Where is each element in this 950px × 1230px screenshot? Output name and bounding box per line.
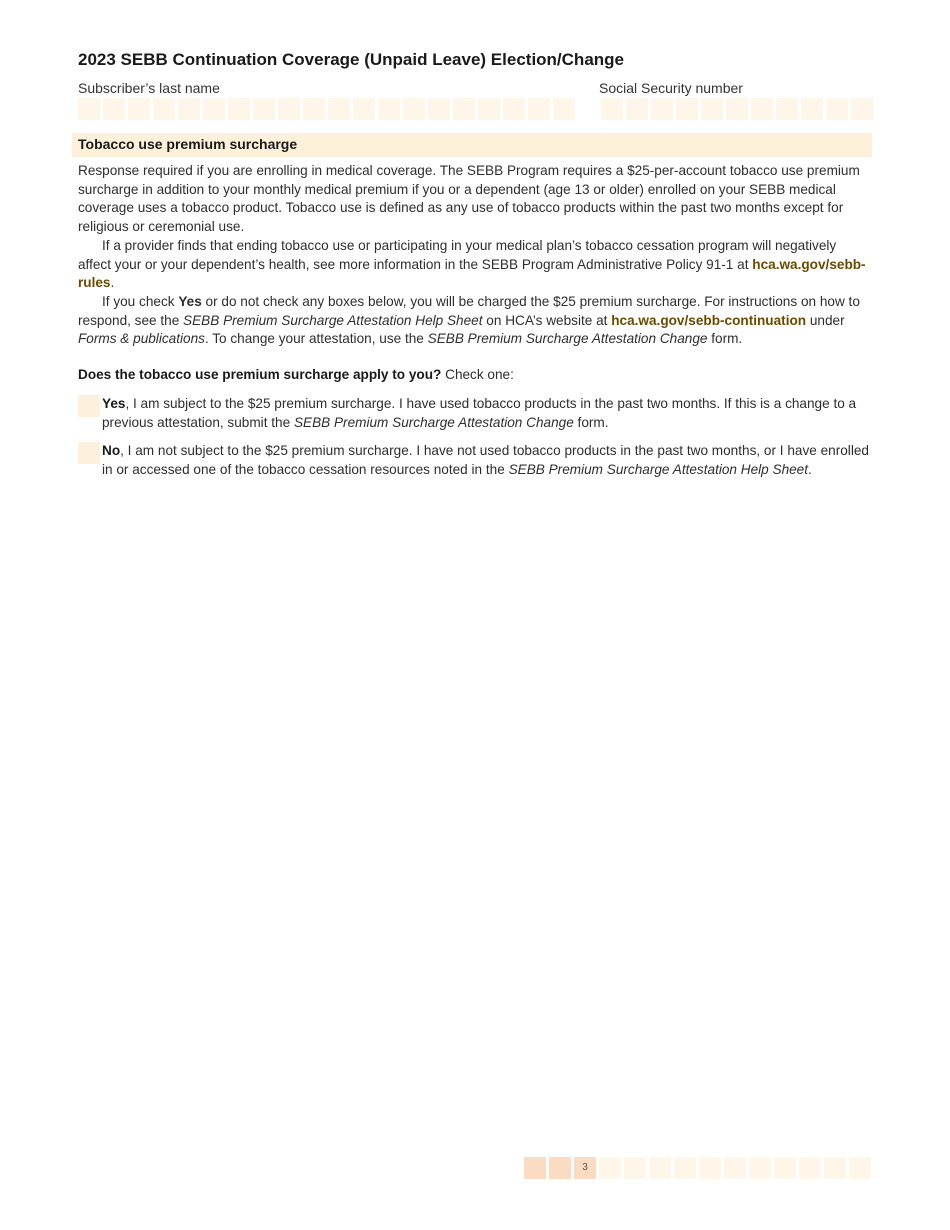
surcharge-question: Does the tobacco use premium surcharge apply to you? Check one: [78,367,514,382]
page-indicator [524,1157,871,1179]
section-heading: Tobacco use premium surcharge [78,136,298,152]
option-no: No, I am not subject to the $25 premium surcharge. I have not used tobacco products in the past two months, or I have enrolled in or accessed one of the tobacco cessation resources noted in the SEBB Premium Surcharge Attestation Help Sheet. [78,442,872,479]
option-yes: Yes, I am subject to the $25 premium surcharge. I have used tobacco products in the past two months. If this is a change to a previous attestation, submit the SEBB Premium Surcharge Attestation Change form. [78,395,872,432]
last-name-label: Subscriber’s last name [78,80,220,96]
page-number: 3 [574,1157,596,1179]
sebb-continuation-link[interactable]: hca.wa.gov/sebb-continuation [611,312,807,328]
yes-checkbox[interactable] [78,395,100,417]
paragraph-1: Response required if you are enrolling in medical coverage. The SEBB Program requires a $25-per-account tobacco use premium surcharge in addition to your monthly medical premium if you or a dependent (age 13 or older) enrolled on your SEBB medical coverage uses a tobacco product. Tobacco use is defined as any use of tobacco products within the past two months except for religious or ceremonial use. [78,163,860,235]
page-title: 2023 SEBB Continuation Coverage (Unpaid Leave) Election/Change [78,50,624,69]
paragraph-2: If a provider finds that ending tobacco use or participating in your medical plan’s tobacco cessation program will negatively affect your or your dependent’s health, see more information in the SEBB Program Administrative Policy 91-1 at hca.wa.gov/sebb-rules. [78,237,866,291]
ssn-label: Social Security number [599,80,743,96]
last-name-input[interactable] [78,98,575,120]
ssn-input[interactable] [601,98,873,120]
paragraph-3: If you check Yes or do not check any boxes below, you will be charged the $25 premium surcharge. For instructions on how to respond, see the SEBB Premium Surcharge Attestation Help Sheet on HCA’s website at hca.wa.gov/sebb-continuation under Forms & publications. To change your attestation, use the SEBB Premium Surcharge Attestation Change form. [78,293,860,347]
no-checkbox[interactable] [78,442,100,464]
surcharge-description [78,162,872,349]
section-heading-bar [72,133,872,157]
sebb-rules-link[interactable]: hca.wa.gov/sebb-rules [78,256,866,291]
